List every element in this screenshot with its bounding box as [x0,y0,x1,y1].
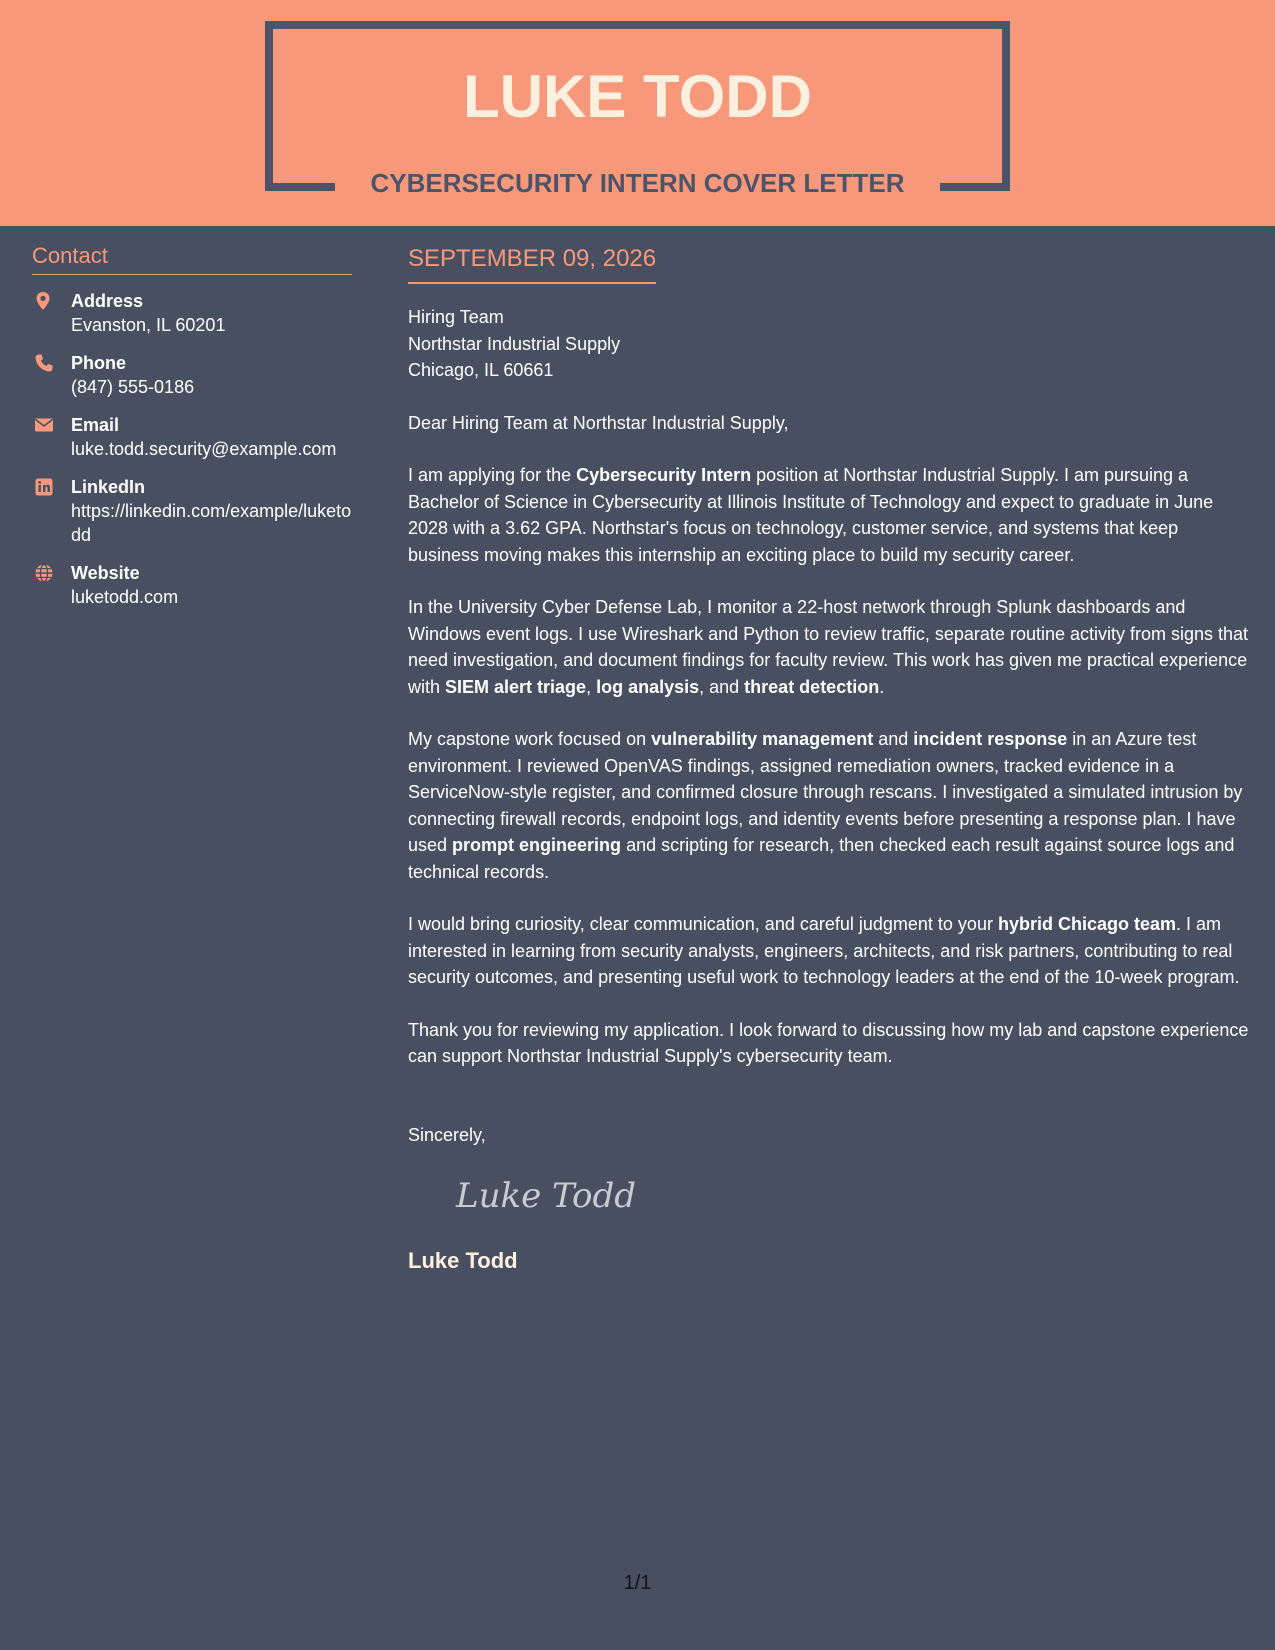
paragraph-text: in an Azure test environment. I reviewed OpenVAS findings, assigned remediation owners, tracked evidence in a ServiceNow-style register, and confirmed closure through rescans. I investigated a simulated intrusion by connecting firewall records, endpoint logs, and identity events before presenting a response plan. I have used [408,729,1243,855]
linkedin-value[interactable]: https://linkedin.com/example/luketodd [71,501,352,545]
paragraph-text: I am applying for the [408,465,577,485]
website-value[interactable]: luketodd.com [71,587,179,607]
paragraph-text: position at Northstar Industrial Supply. I am pursuing a Bachelor of Science in Cybersecurity at Illinois Institute of Technology and expect to graduate in June 2028 with a 3.62 GPA. Northstar's focus on technology, customer service, and systems that keep business moving makes this internship an exciting place to build my security career. [408,465,1214,565]
letter-paragraph [408,1017,1253,1070]
paragraph-text: My capstone work focused on [408,729,652,749]
paragraph-text: and scripting for research, then checked each result against source logs and technical records. [408,835,1235,882]
paragraph-text: Thank you for reviewing my application. I look forward to discussing how my lab and capstone experience can support Northstar Industrial Supply's cybersecurity team. [408,1019,1249,1066]
contact-label: LinkedIn [71,477,146,497]
contact-list [32,289,352,609]
paragraph-text: I would bring curiosity, clear communication, and careful judgment to your [408,914,998,934]
paragraph-text: . [879,676,885,697]
letter-body [408,242,1253,1276]
closing: Sincerely, [408,1124,486,1145]
letter-date: SEPTEMBER 09, 2026 [408,242,656,284]
paragraph-text: , [586,676,597,697]
contact-item-phone [32,351,352,399]
paragraph-text: , and [699,676,745,697]
emphasized-text: SIEM alert triage [445,676,587,697]
contact-label: Address [71,291,144,311]
salutation: Dear Hiring Team at Northstar Industrial Supply, [408,412,789,433]
letter-paragraph [408,726,1253,885]
handwritten-signature: Luke Todd [456,1175,637,1216]
emphasized-text: Cybersecurity Intern [576,465,752,485]
header-frame-foot-right [940,183,1010,191]
emphasized-text: prompt engineering [452,835,622,855]
contact-sidebar [32,242,352,623]
contact-heading: Contact [32,242,352,275]
page-number: 1/1 [623,1572,652,1594]
contact-label: Website [71,563,140,583]
contact-item-website [32,561,352,609]
emphasized-text: threat detection [744,676,880,697]
contact-item-email [32,413,352,461]
header-frame-foot-left [265,183,335,191]
emphasized-text: incident response [913,729,1068,749]
letter-paragraph [408,911,1253,991]
letter-paragraph [408,594,1253,700]
contact-label: Phone [71,353,127,373]
recipient-line: Northstar Industrial Supply [408,333,621,354]
emphasized-text: vulnerability management [651,729,874,749]
emphasized-text: log analysis [596,676,700,697]
address-value: Evanston, IL 60201 [71,315,226,335]
recipient-line: Hiring Team [408,307,504,327]
paragraph-text: . I am interested in learning from security analysts, engineers, architects, and risk partners, contributing to real security outcomes, and presenting useful work to technology leaders at the end of the 10-week program. [408,914,1240,987]
letter-paragraph [408,462,1253,568]
recipient-line: Chicago, IL 60661 [408,360,554,380]
applicant-name: LUKE TODD [463,63,812,130]
recipient-block [408,304,1253,384]
phone-icon [34,353,54,373]
contact-item-linkedin [32,475,352,547]
envelope-icon [34,415,54,435]
contact-label: Email [71,415,120,435]
location-pin-icon [34,291,54,311]
document-subtitle: CYBERSECURITY INTERN COVER LETTER [370,168,905,198]
paragraph-text: In the University Cyber Defense Lab, I monitor a 22-host network through Splunk dashboards and Windows event logs. I use Wireshark and Python to review traffic, separate routine activity from signs that need investigation, and document findings for faculty review. This work has given me practical experience with [408,597,1249,697]
linkedin-icon [34,477,54,497]
signer-name: Luke Todd [408,1247,518,1273]
paragraph-text: and [873,729,914,749]
emphasized-text: hybrid Chicago team [997,914,1176,934]
phone-value: (847) 555-0186 [71,377,195,397]
email-value[interactable]: luke.todd.security@example.com [71,439,337,459]
contact-item-address [32,289,352,337]
globe-icon [34,563,54,583]
